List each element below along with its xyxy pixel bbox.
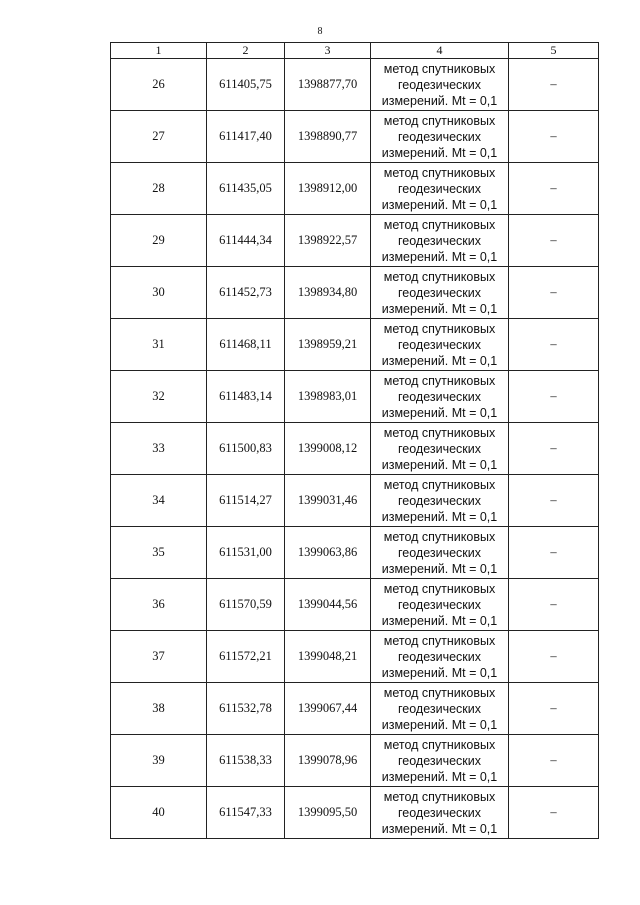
table-row bbox=[111, 319, 599, 371]
point-number-cell: 32 bbox=[111, 371, 207, 423]
column-header-3: 3 bbox=[285, 43, 371, 59]
table-row bbox=[111, 579, 599, 631]
method-cell bbox=[371, 371, 509, 423]
note-cell: – bbox=[509, 371, 599, 423]
note-cell: – bbox=[509, 319, 599, 371]
method-line: измерений. Mt = 0,1 bbox=[381, 509, 498, 524]
method-cell bbox=[371, 683, 509, 735]
method-line: геодезических bbox=[397, 441, 481, 456]
method-line: метод спутниковых bbox=[383, 581, 496, 596]
method-line: метод спутниковых bbox=[383, 633, 496, 648]
note-cell: – bbox=[509, 527, 599, 579]
y-coordinate-cell: 1399048,21 bbox=[285, 631, 371, 683]
x-coordinate-cell: 611483,14 bbox=[207, 371, 285, 423]
method-line: измерений. Mt = 0,1 bbox=[381, 717, 498, 732]
method-line: метод спутниковых bbox=[383, 529, 496, 544]
method-cell bbox=[371, 735, 509, 787]
point-number-cell: 34 bbox=[111, 475, 207, 527]
method-line: геодезических bbox=[397, 493, 481, 508]
y-coordinate-cell: 1398934,80 bbox=[285, 267, 371, 319]
method-line: метод спутниковых bbox=[383, 321, 496, 336]
method-line: измерений. Mt = 0,1 bbox=[381, 197, 498, 212]
column-header-5: 5 bbox=[509, 43, 599, 59]
x-coordinate-cell: 611444,34 bbox=[207, 215, 285, 267]
point-number-cell: 29 bbox=[111, 215, 207, 267]
method-line: геодезических bbox=[397, 389, 481, 404]
method-cell bbox=[371, 215, 509, 267]
table-body bbox=[111, 59, 599, 839]
table-row bbox=[111, 475, 599, 527]
note-cell: – bbox=[509, 475, 599, 527]
x-coordinate-cell: 611531,00 bbox=[207, 527, 285, 579]
method-line: измерений. Mt = 0,1 bbox=[381, 249, 498, 264]
y-coordinate-cell: 1399095,50 bbox=[285, 787, 371, 839]
point-number-cell: 39 bbox=[111, 735, 207, 787]
method-line: измерений. Mt = 0,1 bbox=[381, 145, 498, 160]
table-row bbox=[111, 787, 599, 839]
point-number-cell: 33 bbox=[111, 423, 207, 475]
header-row bbox=[111, 43, 599, 59]
x-coordinate-cell: 611532,78 bbox=[207, 683, 285, 735]
method-line: метод спутниковых bbox=[383, 789, 496, 804]
x-coordinate-cell: 611570,59 bbox=[207, 579, 285, 631]
method-line: измерений. Mt = 0,1 bbox=[381, 769, 498, 784]
method-cell bbox=[371, 267, 509, 319]
x-coordinate-cell: 611514,27 bbox=[207, 475, 285, 527]
method-line: геодезических bbox=[397, 649, 481, 664]
note-cell: – bbox=[509, 579, 599, 631]
x-coordinate-cell: 611417,40 bbox=[207, 111, 285, 163]
point-number-cell: 31 bbox=[111, 319, 207, 371]
table-row bbox=[111, 163, 599, 215]
x-coordinate-cell: 611572,21 bbox=[207, 631, 285, 683]
method-cell bbox=[371, 319, 509, 371]
note-cell: – bbox=[509, 683, 599, 735]
method-line: метод спутниковых bbox=[383, 477, 496, 492]
note-cell: – bbox=[509, 735, 599, 787]
note-cell: – bbox=[509, 111, 599, 163]
method-cell bbox=[371, 579, 509, 631]
note-cell: – bbox=[509, 787, 599, 839]
method-line: геодезических bbox=[397, 701, 481, 716]
method-line: измерений. Mt = 0,1 bbox=[381, 457, 498, 472]
method-line: метод спутниковых bbox=[383, 737, 496, 752]
note-cell: – bbox=[509, 215, 599, 267]
x-coordinate-cell: 611500,83 bbox=[207, 423, 285, 475]
method-line: геодезических bbox=[397, 181, 481, 196]
method-line: метод спутниковых bbox=[383, 113, 496, 128]
table-row bbox=[111, 735, 599, 787]
point-number-cell: 28 bbox=[111, 163, 207, 215]
point-number-cell: 36 bbox=[111, 579, 207, 631]
point-number-cell: 40 bbox=[111, 787, 207, 839]
column-header-2: 2 bbox=[207, 43, 285, 59]
note-cell: – bbox=[509, 267, 599, 319]
method-line: измерений. Mt = 0,1 bbox=[381, 93, 498, 108]
table-row bbox=[111, 371, 599, 423]
note-cell: – bbox=[509, 423, 599, 475]
y-coordinate-cell: 1399078,96 bbox=[285, 735, 371, 787]
note-cell: – bbox=[509, 631, 599, 683]
note-cell: – bbox=[509, 163, 599, 215]
method-line: геодезических bbox=[397, 805, 481, 820]
method-cell bbox=[371, 423, 509, 475]
method-cell bbox=[371, 475, 509, 527]
table-row bbox=[111, 267, 599, 319]
method-line: геодезических bbox=[397, 337, 481, 352]
x-coordinate-cell: 611405,75 bbox=[207, 59, 285, 111]
page-number: 8 bbox=[317, 26, 323, 37]
method-line: измерений. Mt = 0,1 bbox=[381, 405, 498, 420]
x-coordinate-cell: 611452,73 bbox=[207, 267, 285, 319]
note-cell: – bbox=[509, 59, 599, 111]
x-coordinate-cell: 611538,33 bbox=[207, 735, 285, 787]
method-line: геодезических bbox=[397, 233, 481, 248]
table-row bbox=[111, 111, 599, 163]
y-coordinate-cell: 1399067,44 bbox=[285, 683, 371, 735]
point-number-cell: 27 bbox=[111, 111, 207, 163]
method-line: метод спутниковых bbox=[383, 373, 496, 388]
y-coordinate-cell: 1398912,00 bbox=[285, 163, 371, 215]
method-cell bbox=[371, 787, 509, 839]
column-header-4: 4 bbox=[371, 43, 509, 59]
method-line: метод спутниковых bbox=[383, 217, 496, 232]
method-cell bbox=[371, 631, 509, 683]
table-row bbox=[111, 423, 599, 475]
table-row bbox=[111, 527, 599, 579]
y-coordinate-cell: 1398983,01 bbox=[285, 371, 371, 423]
table-row bbox=[111, 631, 599, 683]
x-coordinate-cell: 611435,05 bbox=[207, 163, 285, 215]
y-coordinate-cell: 1399044,56 bbox=[285, 579, 371, 631]
method-line: метод спутниковых bbox=[383, 165, 496, 180]
method-line: метод спутниковых bbox=[383, 685, 496, 700]
x-coordinate-cell: 611547,33 bbox=[207, 787, 285, 839]
method-line: геодезических bbox=[397, 545, 481, 560]
method-line: метод спутниковых bbox=[383, 61, 496, 76]
table-row bbox=[111, 215, 599, 267]
method-cell bbox=[371, 59, 509, 111]
point-number-cell: 30 bbox=[111, 267, 207, 319]
x-coordinate-cell: 611468,11 bbox=[207, 319, 285, 371]
y-coordinate-cell: 1398959,21 bbox=[285, 319, 371, 371]
coordinates-table bbox=[110, 42, 599, 839]
y-coordinate-cell: 1398877,70 bbox=[285, 59, 371, 111]
method-line: метод спутниковых bbox=[383, 425, 496, 440]
point-number-cell: 37 bbox=[111, 631, 207, 683]
method-line: измерений. Mt = 0,1 bbox=[381, 301, 498, 316]
y-coordinate-cell: 1399008,12 bbox=[285, 423, 371, 475]
column-header-1: 1 bbox=[111, 43, 207, 59]
method-line: геодезических bbox=[397, 753, 481, 768]
method-line: измерений. Mt = 0,1 bbox=[381, 561, 498, 576]
y-coordinate-cell: 1398890,77 bbox=[285, 111, 371, 163]
point-number-cell: 35 bbox=[111, 527, 207, 579]
method-cell bbox=[371, 111, 509, 163]
method-line: геодезических bbox=[397, 129, 481, 144]
method-line: геодезических bbox=[397, 597, 481, 612]
method-line: геодезических bbox=[397, 285, 481, 300]
method-line: измерений. Mt = 0,1 bbox=[381, 353, 498, 368]
y-coordinate-cell: 1398922,57 bbox=[285, 215, 371, 267]
y-coordinate-cell: 1399063,86 bbox=[285, 527, 371, 579]
method-line: измерений. Mt = 0,1 bbox=[381, 665, 498, 680]
method-line: измерений. Mt = 0,1 bbox=[381, 613, 498, 628]
point-number-cell: 26 bbox=[111, 59, 207, 111]
y-coordinate-cell: 1399031,46 bbox=[285, 475, 371, 527]
point-number-cell: 38 bbox=[111, 683, 207, 735]
table-row bbox=[111, 59, 599, 111]
method-line: метод спутниковых bbox=[383, 269, 496, 284]
table-row bbox=[111, 683, 599, 735]
method-cell bbox=[371, 527, 509, 579]
method-line: измерений. Mt = 0,1 bbox=[381, 821, 498, 836]
method-line: геодезических bbox=[397, 77, 481, 92]
method-cell bbox=[371, 163, 509, 215]
